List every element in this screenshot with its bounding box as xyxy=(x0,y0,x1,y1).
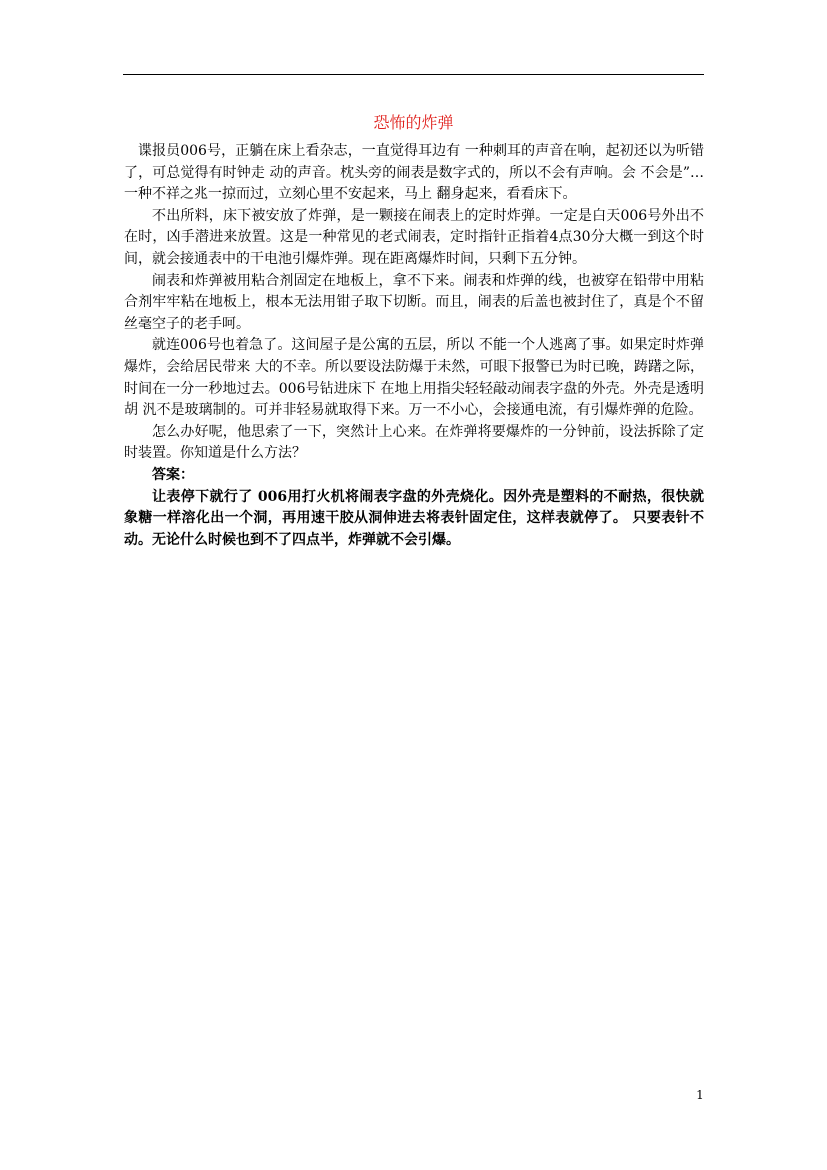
paragraph-4: 就连006号也着急了。这间屋子是公寓的五层，所以 不能一个人逃离了事。如果定时炸弹爆炸，会给居民带来 大的不幸。所以要设法防爆于未然，可眼下报警已为时已晚，踌躇之际，时间在一分一秒地过去。006号钻进床下 在地上用指尖轻轻敲动闹表字盘的外壳。外壳是透明胡 汎不是玻璃制的。可并非轻易就取得下来。万一不小心，会接通电流，有引爆炸弹的危险。 xyxy=(124,337,704,419)
paragraph-2: 不出所料，床下被安放了炸弹，是一颗接在闹表上的定时炸弹。一定是白天006号外出不在时，凶手潜进来放置。这是一种常见的老式闹表，定时指针正指着4点30分大概一到这个时间，就会接通表中的干电池引爆炸弹。现在距离爆炸时间，只剩下五分钟。 xyxy=(124,207,704,267)
paragraph-5: 怎么办好呢，他思索了一下，突然计上心来。在炸弹将要爆炸的一分钟前，设法拆除了定时装置。你知道是什么方法？ xyxy=(124,423,704,462)
header-rule xyxy=(123,74,704,75)
document-body xyxy=(124,141,704,551)
paragraph-3: 闹表和炸弹被用粘合剂固定在地板上，拿不下来。闹表和炸弹的线，也被穿在铅带中用粘合剂牢牢粘在地板上，根本无法用钳子取下切断。而且，闹表的后盖也被封住了，真是个不留丝毫空子的老手呵。 xyxy=(124,272,704,332)
page-number: 1 xyxy=(696,1088,704,1102)
paragraph-1: 谍报员006号，正躺在床上看杂志，一直觉得耳边有 一种刺耳的声音在响，起初还以为听错了，可总觉得有时钟走 动的声音。枕头旁的闹表是数字式的，所以不会有声响。会 不会是”…一种不祥之兆一掠而过，立刻心里不安起来，马上 翻身起来，看看床下。 xyxy=(124,143,704,203)
answer-text: 让表停下就行了 006用打火机将闹表字盘的外壳烧化。因外壳是塑料的不耐热，很快就象糖一样溶化出一个洞，再用速干胶从洞伸进去将表针固定住，这样表就停了。 只要表针不动。无论什么时候也到不了四点半，炸弹就不会引爆。 xyxy=(124,488,704,548)
document-title: 恐怖的炸弹 xyxy=(373,113,454,132)
answer-label: 答案： xyxy=(152,466,194,483)
